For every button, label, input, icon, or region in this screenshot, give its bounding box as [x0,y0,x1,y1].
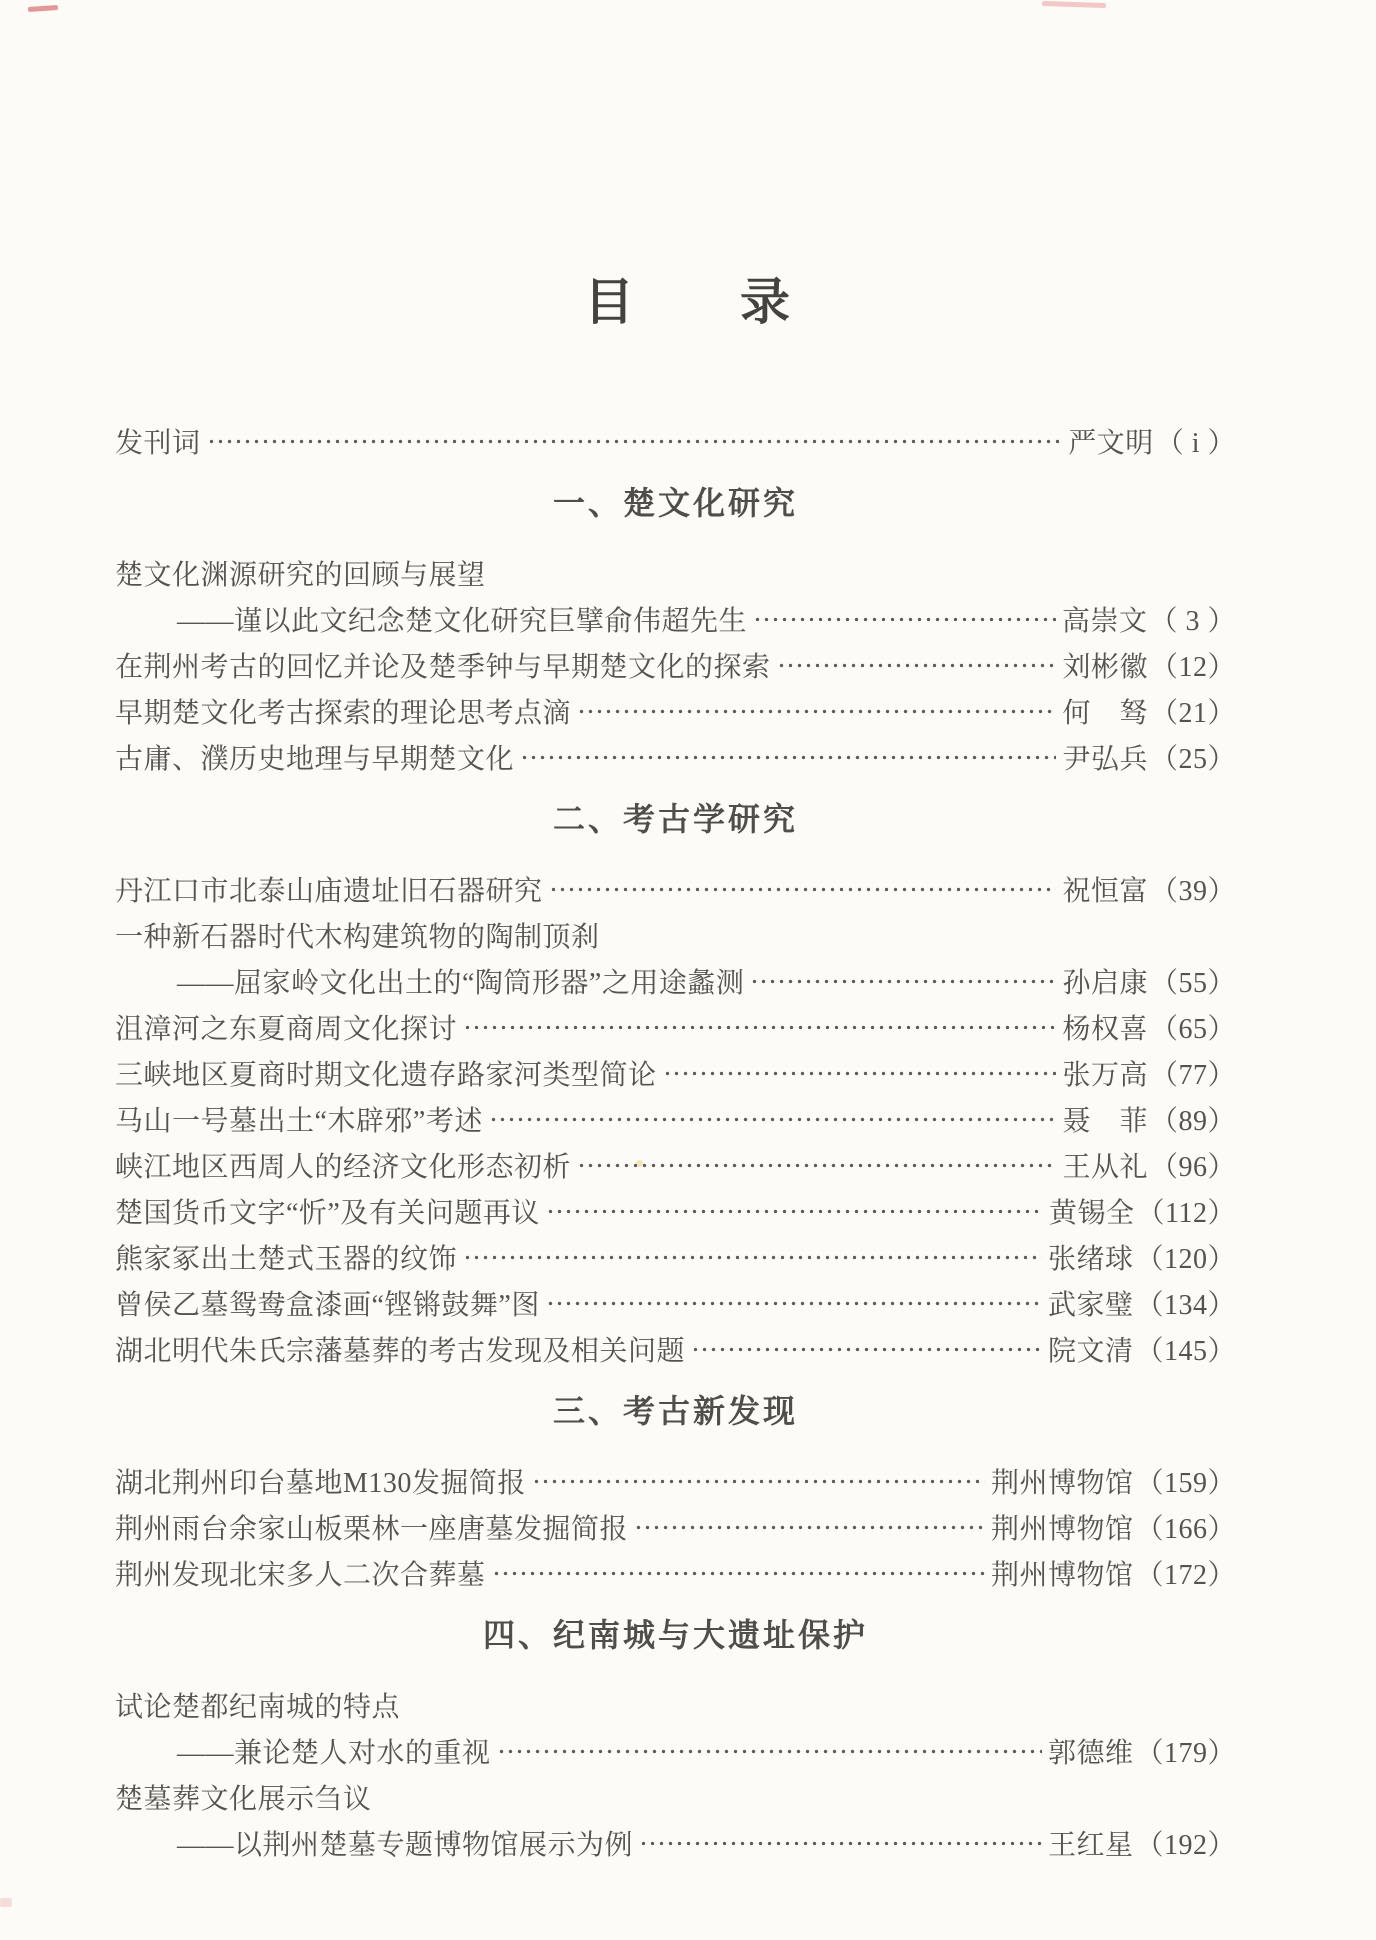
dot-leader [518,734,1056,780]
dot-leader [461,1234,1042,1280]
page-number: （192） [1135,1830,1236,1861]
toc-entry-line [115,1096,1236,1142]
toc-entry-line [115,688,1236,734]
toc-entry-line [115,642,1236,688]
toc-entry-line [115,1326,1236,1372]
dot-leader [530,1458,985,1504]
toc-entry-line [115,550,1236,596]
author-page-group [991,1507,1236,1547]
author-name: 张绪球 [1047,1244,1134,1275]
entry-title: 楚国货币文字“忻”及有关问题再议 [115,1198,540,1229]
dot-leader [748,958,1056,1004]
entry-title: 曾侯乙墓鸳鸯盒漆画“铿锵鼓舞”图 [115,1290,540,1321]
author-page-group [1062,1099,1236,1139]
author-page-group [1068,421,1236,461]
author-name: 孙启康 [1062,968,1148,999]
dot-leader [544,1188,1043,1234]
entry-title: 发刊词 [115,428,201,459]
toc-list [115,418,1236,1866]
author-page-group [1048,1823,1236,1863]
entry-title: 一种新石器时代木构建筑物的陶制顶刹 [115,922,600,953]
author-page-group [991,1553,1236,1593]
author-page-group [1062,599,1236,639]
author-page-group [1048,1731,1236,1771]
page-number: （ i ） [1155,428,1236,459]
entry-title: 马山一号墓出土“木辟邪”考述 [115,1106,483,1137]
entry-title: 荆州发现北宋多人二次合葬墓 [115,1560,486,1591]
entry-title: 丹江口市北泰山庙遗址旧石器研究 [115,876,543,907]
toc-entry-line [115,1458,1236,1504]
scan-artifact [28,5,58,12]
page-number: （21） [1149,698,1236,729]
entry-title: ——兼论楚人对水的重视 [177,1738,491,1769]
entry-title: 湖北荆州印台墓地M130发掘简报 [115,1468,526,1499]
author-page-group [1049,1191,1236,1231]
entry-title: 沮漳河之东夏商周文化探讨 [115,1014,458,1045]
author-name: 祝恒富 [1062,876,1148,907]
page-number: （ 3 ） [1149,606,1236,637]
dot-leader [637,1820,1042,1866]
page-number: （145） [1135,1336,1236,1367]
author-name: 聂 菲 [1062,1106,1148,1137]
author-name: 武家璧 [1047,1290,1134,1321]
author-name: 高崇文 [1061,606,1148,637]
dot-leader [575,688,1056,734]
author-page-group [1062,961,1236,1001]
toc-entry-line [115,1142,1236,1188]
entry-title: 试论楚都纪南城的特点 [115,1692,401,1723]
toc-entry-line [115,958,1236,1004]
author-name: 刘彬徽 [1062,652,1148,683]
page-title: 目 录 [584,274,792,330]
page-number: （112） [1136,1198,1236,1229]
entry-title: 三峡地区夏商时期文化遗存路家河类型简论 [115,1060,657,1091]
page-number: （172） [1135,1560,1236,1591]
section-heading: 四、纪南城与大遗址保护 [482,1617,868,1653]
entry-title: ——屈家岭文化出土的“陶筒形器”之用途蠡测 [177,968,745,999]
section-heading: 二、考古学研究 [552,801,798,837]
entry-title: 古庸、濮历史地理与早期楚文化 [115,744,515,775]
author-name: 郭德维 [1047,1738,1134,1769]
toc-entry-line [115,418,1236,464]
author-name: 荆州博物馆 [990,1560,1134,1591]
author-page-group [1062,1053,1236,1093]
toc-entry-line [115,1004,1236,1050]
author-name: 荆州博物馆 [990,1468,1134,1499]
author-page-group [1048,1283,1236,1323]
author-page-group [991,1461,1236,1501]
page-number: （159） [1135,1468,1236,1499]
author-name: 院文清 [1047,1336,1134,1367]
page-number: （179） [1135,1738,1236,1769]
section-heading: 一、楚文化研究 [552,485,798,521]
page-number: （65） [1149,1014,1236,1045]
dot-leader [490,1550,985,1596]
page-number: （55） [1149,968,1236,999]
entry-title: ——谨以此文纪念楚文化研究巨擘俞伟超先生 [177,606,748,637]
entry-title: 熊家冢出土楚式玉器的纹饰 [115,1244,458,1275]
author-name: 严文明 [1068,428,1154,459]
toc-entry-line [115,1504,1236,1550]
entry-title: 楚墓葬文化展示刍议 [115,1784,372,1815]
page-number: （166） [1135,1514,1236,1545]
dot-leader [495,1728,1042,1774]
dot-leader [661,1050,1057,1096]
page-number: （134） [1135,1290,1236,1321]
author-page-group [1062,869,1236,909]
entry-title: 楚文化渊源研究的回顾与展望 [115,560,486,591]
page-number: （89） [1149,1106,1236,1137]
toc-entry-line [115,1728,1236,1774]
toc-entry-line [115,1550,1236,1596]
author-name: 王从礼 [1062,1152,1148,1183]
author-page-group [1062,645,1236,685]
entry-title: 峡江地区西周人的经济文化形态初析 [115,1152,572,1183]
dot-leader [547,866,1057,912]
dot-leader [544,1280,1042,1326]
author-page-group [1062,1007,1236,1047]
toc-entry-line [115,596,1236,642]
toc-entry-line [115,866,1236,912]
author-name: 王红星 [1047,1830,1134,1861]
dot-leader [575,1142,1056,1188]
author-name: 杨权喜 [1062,1014,1148,1045]
toc-entry-line [115,1774,1236,1820]
dot-leader [632,1504,985,1550]
author-page-group [1062,1145,1236,1185]
section-heading: 三、考古新发现 [552,1393,798,1429]
page-number: （39） [1149,876,1236,907]
toc-entry-line [115,1050,1236,1096]
toc-entry-line [115,912,1236,958]
entry-title: 在荆州考古的回忆并论及楚季钟与早期楚文化的探索 [115,652,771,683]
toc-entry-line [115,1682,1236,1728]
author-name: 黄锡全 [1049,1198,1135,1229]
entry-title: ——以荆州楚墓专题博物馆展示为例 [177,1830,634,1861]
toc-entry-line [115,1234,1236,1280]
author-name: 荆州博物馆 [990,1514,1134,1545]
page-number: （96） [1149,1152,1236,1183]
author-page-group [1048,1237,1236,1277]
scan-artifact [1042,1,1106,8]
entry-title: 湖北明代朱氏宗藩墓葬的考古发现及相关问题 [115,1336,686,1367]
author-name: 尹弘兵 [1062,744,1148,775]
author-page-group [1048,1329,1236,1369]
scan-artifact [0,1898,12,1907]
page-number: （12） [1149,652,1236,683]
dot-leader [775,642,1057,688]
toc-entry-line [115,1188,1236,1234]
page-number: （120） [1135,1244,1236,1275]
dot-leader [487,1096,1057,1142]
page-number: （25） [1149,744,1236,775]
author-page-group [1062,691,1236,731]
dot-leader [751,596,1056,642]
entry-title: 荆州雨台余家山板栗林一座唐墓发掘简报 [115,1514,629,1545]
author-page-group [1062,737,1236,777]
toc-entry-line [115,1280,1236,1326]
author-name: 何 驽 [1062,698,1148,729]
toc-entry-line [115,734,1236,780]
page-number: （77） [1149,1060,1236,1091]
author-name: 张万高 [1062,1060,1148,1091]
dot-leader [461,1004,1056,1050]
toc-entry-line [115,1820,1236,1866]
entry-title: 早期楚文化考古探索的理论思考点滴 [115,698,572,729]
dot-leader [689,1326,1042,1372]
dot-leader [205,418,1063,464]
